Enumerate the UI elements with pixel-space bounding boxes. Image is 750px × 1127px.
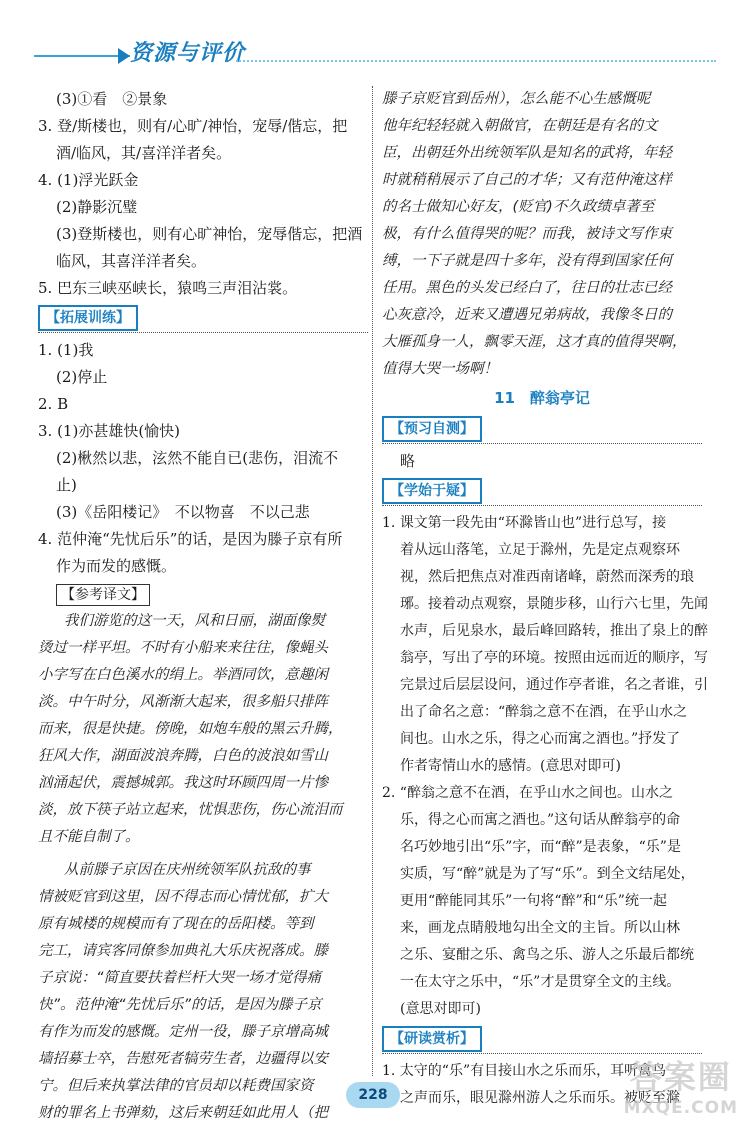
translation-line: 快”。范仲淹“先忧后乐”的话，是因为滕子京	[38, 997, 322, 1013]
answer-line: (3)《岳阳楼记》 不以物喜 不以己悲	[56, 503, 310, 521]
translation-line: 狂风大作，湖面波浪奔腾，白色的波浪如雪山	[38, 748, 328, 764]
section-study	[382, 1023, 702, 1054]
translation-line: 宁。但后来执掌法律的官员却以耗费国家资	[38, 1078, 314, 1094]
answer-line: 乐，得之心而寓之酒也。”这句话从醉翁亭的命	[400, 812, 681, 828]
answer-line: 之声而乐，眼见滁州游人之乐而乐。被贬至滁	[400, 1090, 680, 1106]
answer-line: (3)①看 ②景象	[56, 90, 168, 108]
translation-line: 滕子京贬官到岳州），怎么能不心生感慨呢	[382, 91, 651, 107]
translation-line: 他年纪轻轻就入朝做官，在朝廷是有名的文	[382, 118, 658, 134]
section-label: 【研读赏析】	[382, 1026, 482, 1052]
column-divider	[372, 86, 373, 1076]
answer-line: 水声，后见泉水，最后峰回路转，推出了泉上的醉	[400, 623, 708, 639]
answer-line: 更用“醉能同其乐”一句将“醉”和“乐”统一起	[400, 893, 667, 909]
translation-line: 淡。中午时分，风渐渐大起来，很多船只排阵	[38, 694, 328, 710]
answer-line: 间也。山水之乐，得之心而寓之酒也。”抒发了	[400, 731, 681, 747]
section-label: 【预习自测】	[382, 416, 482, 442]
watermark-url: MXQE.COM	[623, 1098, 738, 1118]
header-dotted-rule	[236, 60, 716, 68]
translation-line: 大雁孤身一人，飘零天涯，这才真的值得哭啊，	[382, 334, 687, 350]
answer-line: 4. (1)浮光跃金	[38, 171, 139, 189]
translation-line: 我们游览的这一天，风和日丽，湖面像熨	[64, 613, 325, 629]
translation-line: 从前滕子京因在庆州统领军队抗敌的事	[64, 862, 311, 878]
answer-line: 1. 课文第一段先由“环滁皆山也”进行总写，接	[382, 515, 667, 531]
answer-line: 完景过后层层设问，通过作亭者谁，名之者谁，引	[400, 677, 708, 693]
answer-line: 着从远山落笔，立足于滁州，先是定点观察环	[400, 542, 680, 558]
header-rule	[34, 55, 130, 57]
answer-line: 名巧妙地引出“乐”字，而“醉”是表象，“乐”是	[400, 839, 681, 855]
answer-line: 1. 太守的“乐”有目接山水之乐而乐，耳听禽鸟	[382, 1063, 667, 1079]
translation-line: 汹涌起伏，震撼城郭。我这时环顾四周一片惨	[38, 775, 328, 791]
reference-translation-label: 【参考译文】	[56, 584, 150, 606]
answer-line: 2. “醉翁之意不在酒，在乎山水之间也。山水之	[382, 785, 673, 801]
answer-line: (意思对即可)	[400, 1001, 481, 1017]
answer-line: 酒/临风，其/喜洋洋者矣。	[56, 144, 232, 162]
page-header	[0, 0, 750, 78]
section-extend	[38, 302, 368, 333]
translation-line: 心灰意冷，近来又遭遇兄弟病故，我像冬日的	[382, 307, 672, 323]
section-preview	[382, 413, 702, 444]
answer-line: 止)	[56, 476, 77, 494]
answer-line: 视，然后把焦点对准西南诸峰，蔚然而深秀的琅	[400, 569, 694, 585]
translation-line: 完工，请宾客同僚参加典礼大乐庆祝落成。滕	[38, 943, 328, 959]
answer-line: (2)静影沉璧	[56, 198, 138, 216]
answer-line: (2)停止	[56, 368, 108, 386]
answer-line: 4. 范仲淹“先忧后乐”的话，是因为滕子京有所	[38, 530, 343, 548]
translation-line: 任用。黑色的头发已经白了，往日的壮志已经	[382, 280, 672, 296]
translation-line: 淡，放下筷子站立起来，忧惧悲伤，伤心流泪而	[38, 802, 343, 818]
answer-line: 作者寄情山水的感情。(意思对即可)	[400, 758, 621, 774]
section-learn	[382, 475, 702, 506]
translation-line: 烫过一样平坦。不时有小船来来往往，像蝇头	[38, 640, 328, 656]
answer-line: 2. B	[38, 395, 69, 413]
translation-line: 缚，一下子就是四十多年，没有得到国家任何	[382, 253, 672, 269]
translation-line: 时就稍稍展示了自己的才华；又有范仲淹这样	[382, 172, 672, 188]
watermark	[624, 1052, 738, 1118]
answer-line: 翁亭，写出了亭的环境。按照由远而近的顺序，写	[400, 650, 708, 666]
watermark-text: 答案圈	[629, 1058, 732, 1096]
answer-line: 实质，写“醉”就是为了写“乐”。到全文结尾处，	[400, 866, 695, 882]
answer-line: 之乐、宴酣之乐、禽鸟之乐、游人之乐最后都统	[400, 947, 694, 963]
translation-line: 小字写在白色溪水的绢上。举酒同饮，意趣闲	[38, 667, 328, 683]
answer-line: 来，画龙点睛般地勾出全文的主旨。所以山林	[400, 920, 680, 936]
answer-line: 一在太守之乐中，“乐”才是贯穿全文的主线。	[400, 974, 681, 990]
answer-line: 临风，其喜洋洋者矣。	[56, 252, 207, 270]
translation-line: 极，有什么值得哭的呢？而我，被诗文写作束	[382, 226, 672, 242]
translation-line: 的名士做知心好友，(贬官)不久政绩卓著至	[382, 199, 655, 215]
translation-line: 原有城楼的规模而有了现在的岳阳楼。等到	[38, 916, 314, 932]
answer-line: 出了命名之意：“醉翁之意不在酒，在乎山水之	[400, 704, 688, 720]
answer-line: 琊。接着动点观察，景随步移，山行六七里，先闻	[400, 596, 708, 612]
answer-line: 3. (1)亦甚雄快(愉快)	[38, 422, 181, 440]
arrow-icon	[118, 48, 130, 64]
translation-line: 值得大哭一场啊！	[382, 361, 498, 377]
section-label: 【学始于疑】	[382, 478, 482, 504]
left-column	[38, 86, 368, 1127]
answer-line: 略	[400, 452, 416, 470]
translation-line: 子京说：“简直要扶着栏杆大哭一场才觉得痛	[38, 970, 322, 986]
answer-line: 5. 巴东三峡巫峡长，猿鸣三声泪沾裳。	[38, 279, 298, 297]
answer-line: 1. (1)我	[38, 341, 94, 359]
answer-line: (3)登斯楼也，则有心旷神怡，宠辱偕忘，把酒	[56, 225, 363, 243]
chapter-title: 11 醉翁亭记	[494, 389, 590, 407]
translation-line: 而来，很是快捷。傍晚，如炮车般的黑云升腾，	[38, 721, 343, 737]
translation-line: 臣，出朝廷外出统领军队是知名的武将，年轻	[382, 145, 672, 161]
translation-line: 墙招募士卒，告慰死者犒劳生者，边疆得以安	[38, 1051, 328, 1067]
answer-line: 作为而发的感慨。	[56, 557, 177, 575]
translation-line: 有作为而发的感慨。定州一役，滕子京增高城	[38, 1024, 328, 1040]
section-label: 【拓展训练】	[38, 305, 138, 331]
translation-line: 财的罪名上书弹劾，这后来朝廷如此用人（把	[38, 1105, 328, 1121]
translation-line: 情被贬官到这里，因不得志而心情忧郁，扩大	[38, 889, 328, 905]
translation-line: 且不能自制了。	[38, 829, 140, 845]
header-title: 资源与评价	[130, 41, 246, 66]
page-number: 228	[346, 1082, 400, 1108]
answer-line: (2)楸然以悲，泫然不能自已(悲伤，泪流不	[56, 449, 339, 467]
answer-line: 3. 登/斯楼也，则有/心旷/神怡，宠辱/偕忘，把	[38, 117, 348, 135]
